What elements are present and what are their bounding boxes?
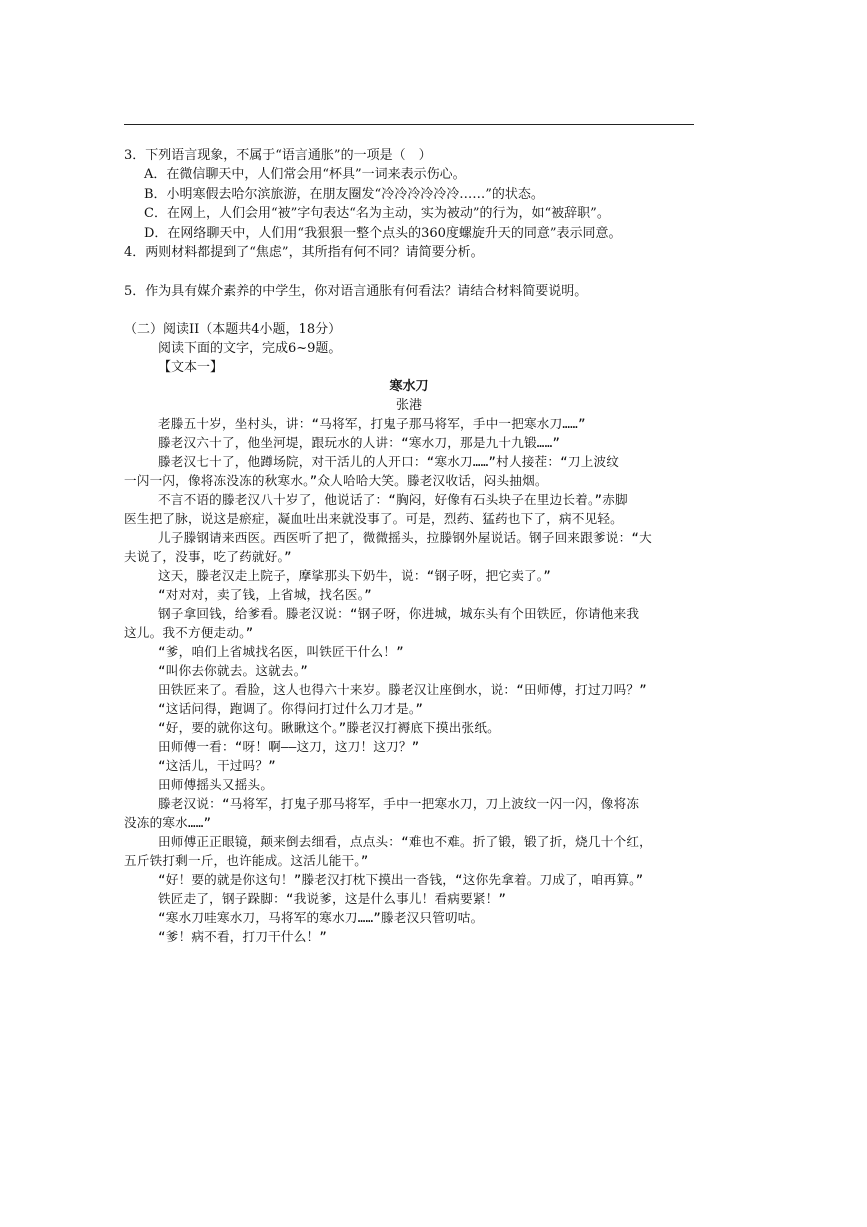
story-line: 夫说了，没事，吃了药就好。” [124,549,292,564]
header-rule [124,124,694,125]
question-3-option-d: D．在网络聊天中，人们用“我狠狠一整个点头的360度螺旋升天的同意”表示同意。 [144,226,622,241]
story-line: “好，要的就你这句。瞅瞅这个。”滕老汉打褥底下摸出张纸。 [158,720,500,735]
story-line: “这话问得，跑调了。你得问打过什么刀才是。” [158,701,424,716]
story-line: 老滕五十岁，坐村头，讲：“马将军，打鬼子那马将军，手中一把寒水刀……” [158,416,586,431]
story-line: “叫你去你就去。这就去。” [158,663,308,678]
story-line: 这天，滕老汉走上院子，摩挲那头下奶牛，说：“钢子呀，把它卖了。” [158,568,552,583]
story-line: 铁匠走了，钢子跺脚：“我说爹，这是什么事儿！看病要紧！” [158,891,507,906]
story-line: “这活儿，干过吗？” [158,758,276,773]
story-author: 张港 [395,398,422,413]
text-label: 【文本一】 [158,360,224,375]
story-line: 田铁匠来了。看脸，这人也得六十来岁。滕老汉让座倒水，说：“田师傅，打过刀吗？” [158,682,647,697]
question-3-option-b: B．小明寒假去哈尔滨旅游，在朋友圈发“冷冷冷冷冷冷……”的状态。 [144,187,544,202]
section-heading: （二）阅读II（本题共4小题，18分） [124,322,342,337]
story-line: “好！要的就是你这句！”滕老汉打枕下摸出一沓钱，“这你先拿着。刀成了，咱再算。” [158,872,644,887]
question-5: 5．作为具有媒介素养的中学生，你对语言通胀有何看法？请结合材料简要说明。 [124,284,588,299]
story-line: 没冻的寒水……” [124,815,212,830]
story-line: 滕老汉六十了，他坐河堤，跟玩水的人讲：“寒水刀，那是九十九锻……” [158,435,561,450]
story-line: 这儿。我不方便走动。” [124,625,254,640]
story-line: “爹！病不看，打刀干什么！” [158,929,328,944]
story-line: 田师傅正正眼镜，颠来倒去细看，点点头：“难也不难。折了锻，锻了折，烧几十个红， [158,834,652,849]
story-line: 五斤铁打剩一斤，也许能成。这活儿能干。” [124,853,369,868]
story-line: “爹，咱们上省城找名医，叫铁匠干什么！” [158,644,404,659]
section-instruction: 阅读下面的文字，完成6~9题。 [158,341,342,356]
story-line: 儿子滕钢请来西医。西医听了把了，微微摇头，拉滕钢外屋说话。钢子回来跟爹说：“大 [158,530,652,545]
story-line: “寒水刀哇寒水刀，马将军的寒水刀……”滕老汉只管叨咕。 [158,910,484,925]
question-4: 4．两则材料都提到了“焦虑”，其所指有何不同？请简要分析。 [124,245,484,260]
story-line: 一闪一闪，像将冻没冻的秋寒水。”众人哈哈大笑。滕老汉收话，闷头抽烟。 [124,473,548,488]
story-line: 不言不语的滕老汉八十岁了，他说话了：“胸闷，好像有石头块子在里边长着。”赤脚 [158,492,628,507]
story-line: “对对对，卖了钱，上省城，找名医。” [158,587,372,602]
story-line: 滕老汉说：“马将军，打鬼子那马将军，手中一把寒水刀，刀上波纹一闪一闪，像将冻 [158,796,640,811]
question-3-option-a: A．在微信聊天中，人们常会用“杯具”一词来表示伤心。 [144,167,466,182]
story-line: 医生把了脉，说这是瘀症，凝血吐出来就没事了。可是，烈药、猛药也下了，病不见轻。 [124,511,623,526]
story-line: 田师傅一看：“呀！啊——这刀，这刀！这刀？” [158,739,420,754]
story-line: 钢子拿回钱，给爹看。滕老汉说：“钢子呀，你进城，城东头有个田铁匠，你请他来我 [158,606,640,621]
story-line: 田师傅摇头又摇头。 [158,777,274,792]
question-3-option-c: C．在网上，人们会用“被”字句表达“名为主动，实为被动”的行为，如“被辞职”。 [144,206,610,221]
question-3-stem: 3．下列语言现象，不属于“语言通胀”的一项是（ ） [124,148,432,163]
story-line: 滕老汉七十了，他蹲场院，对干活儿的人开口：“寒水刀……”村人接茬：“刀上波纹 [158,454,620,469]
story-title: 寒水刀 [389,379,429,394]
